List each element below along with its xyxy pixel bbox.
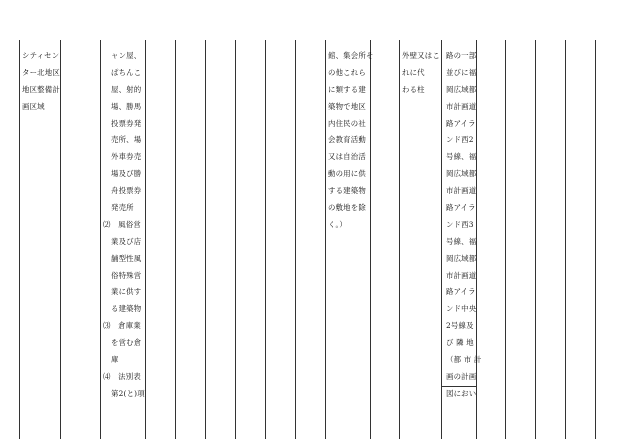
text-line: に類する建 <box>328 84 366 94</box>
column-rule <box>175 40 176 439</box>
text-line: る建築物 <box>111 304 142 314</box>
text-line: 路の一部 <box>446 51 477 60</box>
text-line: を営む倉 <box>111 338 142 348</box>
text-line: ンド中央 <box>446 304 477 314</box>
column-rule <box>535 40 536 439</box>
text-line: ター北地区 <box>22 67 60 77</box>
text-line: シティセン <box>22 51 60 60</box>
text-line: 舗型性風 <box>111 253 142 263</box>
column-rule <box>19 40 20 439</box>
column-rule <box>205 40 206 439</box>
column-rule <box>100 40 101 439</box>
column-rule <box>595 40 596 439</box>
text-line: 業及び店 <box>111 236 142 246</box>
text-line: 岡広域都 <box>446 169 477 179</box>
column-rule <box>476 40 477 439</box>
text-line: 築物で地区 <box>328 101 366 111</box>
text-line: 画の計画 <box>446 371 477 381</box>
text-line: 岡広域都 <box>446 253 477 263</box>
text-line: 会教育活動 <box>328 135 366 145</box>
text-line: 舟投票券 <box>111 186 142 196</box>
column-rule <box>370 40 371 439</box>
text-line: 売所、場 <box>111 135 142 145</box>
column-rule <box>265 40 266 439</box>
text-line: 発売所 <box>111 203 134 213</box>
text-line: 路アイラ <box>446 118 476 128</box>
text-line: く。） <box>328 219 347 229</box>
text-line: 図におい <box>446 388 477 398</box>
column-rule <box>505 40 506 439</box>
text-line: 場及び勝 <box>111 169 142 179</box>
column-rule <box>441 40 442 439</box>
text-line: ンド西3 <box>446 219 474 229</box>
text-line: ンド西2 <box>446 135 474 145</box>
wall-type-cell <box>402 48 441 99</box>
text-line: 第2(と)項 <box>111 388 145 398</box>
text-line: び 隣 地 <box>446 338 474 348</box>
text-line: 市計画道 <box>446 270 477 280</box>
text-line: 地区整備計 <box>22 84 60 94</box>
road-description-cell <box>446 48 482 403</box>
text-line: の敷地を除 <box>328 203 366 213</box>
text-line: 動の用に供 <box>328 169 366 179</box>
column-rule <box>399 40 400 439</box>
text-line: 業に供す <box>111 287 142 297</box>
text-line: 内住民の社 <box>328 118 366 128</box>
text-line: 館、集会所そ <box>328 51 374 60</box>
column-rule <box>565 40 566 439</box>
text-line: 市計画道 <box>446 186 477 196</box>
text-line: わる柱 <box>402 84 425 94</box>
exception-note-cell <box>328 48 374 234</box>
text-line: ぱちんこ <box>111 67 142 77</box>
text-line: 場、勝馬 <box>111 101 142 111</box>
text-line: ⑶ 倉庫業 <box>103 321 141 331</box>
text-line: ⑷ 法別表 <box>103 371 141 381</box>
text-line: れに代 <box>402 67 425 77</box>
text-line: 画区域 <box>22 101 45 111</box>
text-line: 岡広域都 <box>446 84 477 94</box>
use-restrictions-cell <box>103 48 145 403</box>
text-line: 2号線及 <box>446 321 474 331</box>
text-line: 号線、福 <box>446 152 477 162</box>
text-line: 号線、福 <box>446 236 477 246</box>
text-line: 市計画道 <box>446 101 477 111</box>
text-line: 庫 <box>111 355 119 365</box>
text-line: 又は自治活 <box>328 152 366 162</box>
text-line: の他これら <box>328 67 366 77</box>
text-line: 路アイラ <box>446 203 476 213</box>
text-line: 外車券売 <box>111 152 142 162</box>
text-line: ⑵ 風俗営 <box>103 219 141 229</box>
column-rule <box>235 40 236 439</box>
text-line: 外壁又はこ <box>402 51 440 60</box>
text-line: 並びに福 <box>446 67 477 77</box>
text-line: する建築物 <box>328 186 366 196</box>
text-line: （都 市 計 <box>446 355 482 365</box>
text-line: 俗特殊営 <box>111 270 142 280</box>
text-line: 屋、射的 <box>111 84 142 94</box>
text-line: 投票券発 <box>111 118 142 128</box>
column-rule <box>60 40 61 439</box>
column-rule <box>295 40 296 439</box>
text-line: 路アイラ <box>446 287 476 297</box>
text-line: ャン屋、 <box>111 51 142 60</box>
area-name-cell <box>22 48 60 116</box>
column-rule <box>325 40 326 439</box>
column-rule <box>145 40 146 439</box>
